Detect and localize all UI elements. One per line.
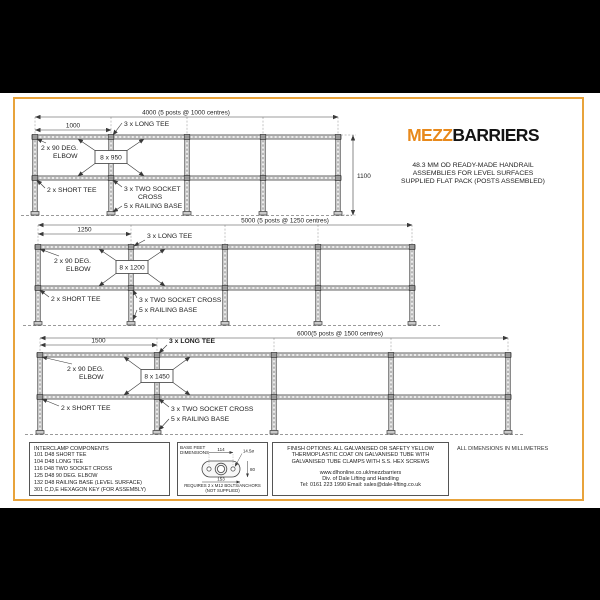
fitting xyxy=(128,285,134,290)
fitting xyxy=(260,175,266,180)
elbow-label: ELBOW xyxy=(66,266,91,273)
dimension-label: 1500 xyxy=(91,337,106,345)
bolts-note-line: (NOT SUPPLIED) xyxy=(205,488,240,493)
base-feet-title-line: BASE FEET xyxy=(180,445,206,450)
component-line: 104 D48 LONG TEE xyxy=(34,459,84,466)
elbow-label: 2 x 90 DEG. xyxy=(41,145,79,152)
railing-base xyxy=(270,431,278,435)
railing-base-label: 5 x RAILING BASE xyxy=(171,416,230,423)
elbow-label: 2 x 90 DEG. xyxy=(54,258,92,265)
components-title: INTERCLAMP COMPONENTS xyxy=(34,445,109,452)
dim-80: 80 xyxy=(250,467,256,472)
finish-line: GALVANISED TUBE CLAMPS WITH S.S. HEX SCREWS xyxy=(291,458,430,465)
long-tee-label: 3 x LONG TEE xyxy=(124,121,170,128)
two-socket-cross-label: 3 x TWO SOCKET CROSS xyxy=(171,406,254,413)
railing-base xyxy=(183,212,191,216)
base-feet-title xyxy=(180,445,209,455)
base-feet-dimensions-box xyxy=(177,442,268,496)
component-line: 116 D48 TWO SOCKET CROSS xyxy=(34,466,113,473)
fitting xyxy=(154,352,160,357)
dimension-label: 4000 (5 posts @ 1000 centres) xyxy=(142,109,230,117)
fitting xyxy=(108,134,114,139)
fitting xyxy=(32,175,38,180)
fitting xyxy=(37,394,43,399)
railing-base xyxy=(31,212,39,216)
fitting xyxy=(388,394,394,399)
rail-count-label: 8 x 1200 xyxy=(119,264,145,272)
tagline-line: SUPPLIED FLAT PACK (POSTS ASSEMBLED) xyxy=(401,178,545,186)
railing-base xyxy=(221,322,229,326)
assembly-4000-drawing xyxy=(21,110,371,216)
sheet-border-frame xyxy=(13,97,584,501)
website-link[interactable]: www.dlhonline.co.uk/mezzbarriers xyxy=(319,469,402,476)
fitting xyxy=(388,352,394,357)
component-line: 101 D48 SHORT TEE xyxy=(34,452,87,459)
elbow-label: ELBOW xyxy=(53,153,78,160)
long-tee-label: 3 x LONG TEE xyxy=(147,233,193,240)
fitting xyxy=(154,394,160,399)
railing-base xyxy=(34,322,42,326)
fitting xyxy=(315,285,321,290)
long-tee-label: 3 x LONG TEE xyxy=(169,338,216,345)
fitting xyxy=(409,285,415,290)
two-socket-cross-label: 3 x TWO SOCKET CROSS xyxy=(139,297,222,304)
assembly-6000-drawing xyxy=(25,331,523,435)
tagline-line: 48.3 MM OD READY-MADE HANDRAIL xyxy=(412,162,534,169)
interclamp-components-box xyxy=(29,442,170,496)
railing-base xyxy=(334,212,342,216)
bolt-hole xyxy=(207,467,211,471)
product-description xyxy=(388,162,558,187)
railing-base xyxy=(259,212,267,216)
railing-base xyxy=(127,322,135,326)
fitting xyxy=(260,134,266,139)
elbow-label: 2 x 90 DEG. xyxy=(67,366,105,373)
logo-block xyxy=(388,125,558,187)
assembly-5000-drawing xyxy=(23,218,440,326)
finish-line: THERMOPLASTIC COAT ON GALVANISED TUBE WITH xyxy=(291,452,430,459)
tube-socket-hole xyxy=(217,465,224,472)
dimension-label: 1000 xyxy=(65,122,81,130)
bolts-note-line: REQUIRES 2 x M12 BOLTS/ANCHORS xyxy=(184,483,261,488)
rail-count-label: 8 x 1450 xyxy=(144,373,170,381)
fitting xyxy=(128,244,134,249)
tagline-line: ASSEMBLIES FOR LEVEL SURFACES xyxy=(412,170,534,178)
component-line: 301 C,D,E HEXAGON KEY (FOR ASSEMBLY) xyxy=(34,486,146,493)
dimension-label: 6000(5 posts @ 1500 centres) xyxy=(296,330,384,338)
railing-base xyxy=(408,322,416,326)
fitting xyxy=(32,134,38,139)
fitting xyxy=(271,394,277,399)
contact-line: Tel: 0161 223 1990 Email: sales@dale-lifting.co.uk xyxy=(300,482,421,489)
mezzbarriers-logo xyxy=(388,125,558,145)
logo-mezz: MEZZ xyxy=(407,125,453,145)
fitting xyxy=(37,352,43,357)
elbow-label: ELBOW xyxy=(79,374,104,381)
base-feet-title-line: DIMENSIONS xyxy=(180,450,210,456)
bolt-hole xyxy=(231,467,235,471)
fitting xyxy=(222,244,228,249)
railing-base xyxy=(36,431,44,435)
finish-line: FINISH OPTIONS: ALL GALVANISED OR SAFETY YELLOW xyxy=(287,446,434,452)
fitting xyxy=(335,175,341,180)
railing-base xyxy=(153,431,161,435)
dim-114: 114 xyxy=(217,447,225,452)
dimension-label: 5000 (5 posts @ 1250 centres) xyxy=(241,217,329,225)
height-dimension-label: 1100 xyxy=(357,173,371,180)
fitting xyxy=(108,175,114,180)
fitting xyxy=(315,244,321,249)
fitting xyxy=(271,352,277,357)
railing-base xyxy=(504,431,512,435)
short-tee-label: 2 x SHORT TEE xyxy=(51,296,101,303)
drawing-sheet xyxy=(0,93,600,508)
rail-count-label: 8 x 950 xyxy=(100,154,122,162)
fitting xyxy=(505,394,511,399)
fitting xyxy=(505,352,511,357)
dimension-label: 1250 xyxy=(77,226,92,234)
two-socket-cross-label: CROSS xyxy=(138,194,163,201)
short-tee-label: 2 x SHORT TEE xyxy=(47,187,97,194)
finish-options-box xyxy=(272,442,449,496)
railing-base xyxy=(107,212,115,216)
railing-base-label: 5 x RAILING BASE xyxy=(139,307,198,314)
logo-barriers: BARRIERS xyxy=(452,125,539,145)
railing-base xyxy=(387,431,395,435)
company-line: Div. of Dale Lifting and Handling xyxy=(322,476,399,483)
component-line: 125 D48 90 DEG. ELBOW xyxy=(34,473,98,480)
railing-base-label: 5 x RAILING BASE xyxy=(124,203,183,210)
dim-hole-diameter: 14.5ø xyxy=(243,448,254,454)
fitting xyxy=(184,134,190,139)
dimensions-note: ALL DIMENSIONS IN MILLIMETRES xyxy=(457,446,549,452)
fitting xyxy=(35,285,41,290)
short-tee-label: 2 x SHORT TEE xyxy=(61,405,111,412)
fitting xyxy=(222,285,228,290)
fitting xyxy=(409,244,415,249)
railing-base xyxy=(314,322,322,326)
fitting xyxy=(184,175,190,180)
fitting xyxy=(35,244,41,249)
fitting xyxy=(335,134,341,139)
two-socket-cross-label: 3 x TWO SOCKET xyxy=(124,186,181,193)
bolts-note xyxy=(178,483,267,493)
dim-153: 153 xyxy=(217,476,225,482)
component-line: 132 D48 RAILING BASE (LEVEL SURFACE) xyxy=(34,480,142,487)
